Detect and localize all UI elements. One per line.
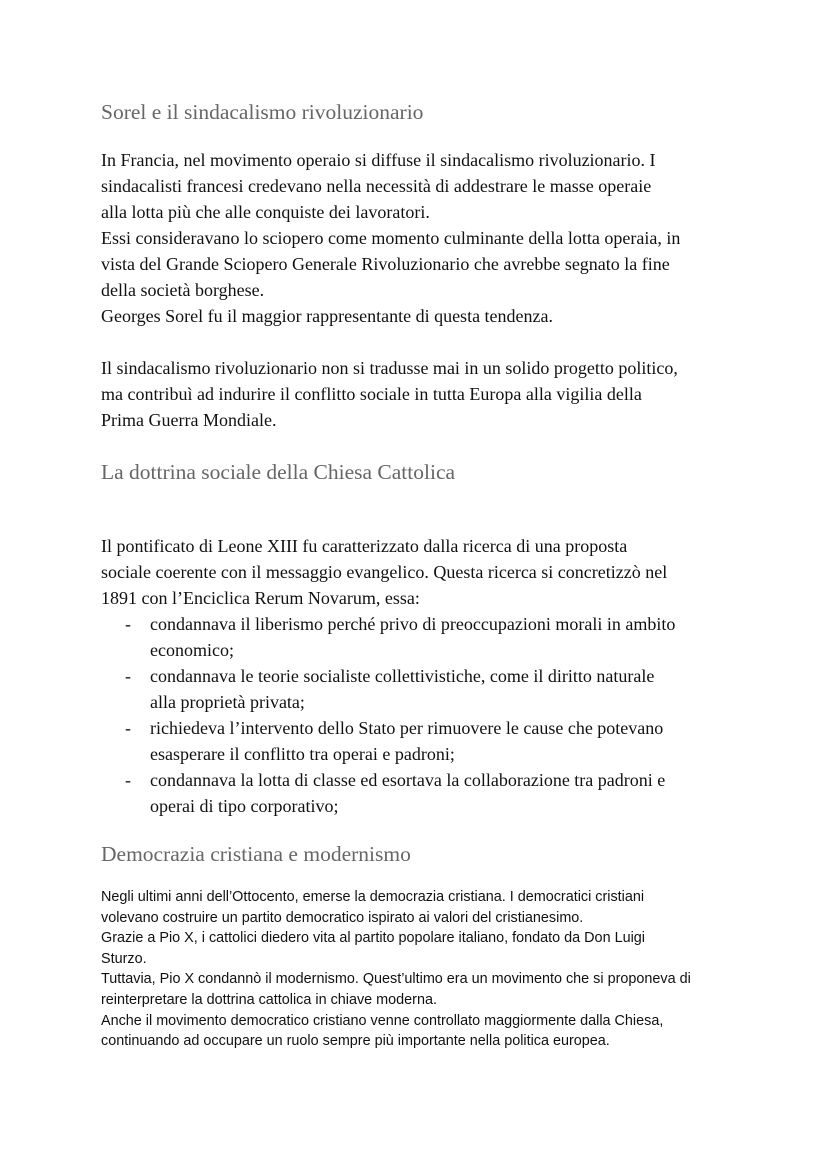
list-item — [101, 767, 738, 819]
bullet-dash: - — [125, 614, 131, 634]
text-line: operai di tipo corporativo; — [150, 796, 339, 816]
rerum-novarum-list — [101, 611, 738, 819]
text-line: continuando ad occupare un ruolo sempre più importante nella politica europea. — [101, 1033, 610, 1050]
paragraph-democrazia-cristiana — [101, 887, 738, 1052]
paragraph-conclusione-sindacalismo — [101, 355, 738, 433]
bullet-dash: - — [125, 666, 131, 686]
bullet-dash: - — [125, 770, 131, 790]
text-line: condannava il liberismo perché privo di preoccupazioni morali in ambito — [150, 614, 676, 634]
text-line: sociale coerente con il messaggio evangelico. Questa ricerca si concretizzò nel — [101, 562, 668, 582]
text-line: richiedeva l’intervento dello Stato per rimuovere le cause che potevano — [150, 718, 664, 738]
text-line: condannava le teorie socialiste collettivistiche, come il diritto naturale — [150, 666, 655, 686]
text-line: Sturzo. — [101, 950, 147, 967]
section-heading-dottrina-sociale: La dottrina sociale della Chiesa Cattolica — [101, 460, 456, 484]
text-line: sindacalisti francesi credevano nella necessità di addestrare le masse operaie — [101, 176, 652, 196]
bullet-dash: - — [125, 718, 131, 738]
text-line: esasperare il conflitto tra operai e padroni; — [150, 744, 455, 764]
text-line: della società borghese. — [101, 280, 265, 300]
text-line: alla lotta più che alle conquiste dei lavoratori. — [101, 202, 430, 222]
text-line: volevano costruire un partito democratico ispirato ai valori del cristianesimo. — [101, 909, 584, 926]
text-line: reinterpretare la dottrina cattolica in chiave moderna. — [101, 991, 437, 1008]
text-line: Prima Guerra Mondiale. — [101, 410, 277, 430]
text-line: In Francia, nel movimento operaio si diffuse il sindacalismo rivoluzionario. I — [101, 150, 656, 170]
text-line: alla proprietà privata; — [150, 692, 305, 712]
text-line: Tuttavia, Pio X condannò il modernismo. Quest’ultimo era un movimento che si proponeva di — [101, 971, 691, 988]
list-item — [101, 715, 738, 767]
list-item — [101, 611, 738, 663]
text-line: Il pontificato di Leone XIII fu caratterizzato dalla ricerca di una proposta — [101, 536, 628, 556]
text-line: ma contribuì ad indurire il conflitto sociale in tutta Europa alla vigilia della — [101, 384, 642, 404]
text-line: Georges Sorel fu il maggior rappresentante di questa tendenza. — [101, 306, 554, 326]
text-line: vista del Grande Sciopero Generale Rivoluzionario che avrebbe segnato la fine — [101, 254, 670, 274]
section-heading-sorel: Sorel e il sindacalismo rivoluzionario — [101, 100, 424, 124]
text-line: Grazie a Pio X, i cattolici diedero vita al partito popolare italiano, fondato da Don Luigi — [101, 930, 645, 947]
text-line: Il sindacalismo rivoluzionario non si tradusse mai in un solido progetto politico, — [101, 358, 678, 378]
text-line: condannava la lotta di classe ed esortava la collaborazione tra padroni e — [150, 770, 666, 790]
list-item — [101, 663, 738, 715]
text-line: economico; — [150, 640, 234, 660]
text-line: Negli ultimi anni dell’Ottocento, emerse la democrazia cristiana. I democratici cristiani — [101, 889, 645, 905]
text-line: Essi consideravano lo sciopero come momento culminante della lotta operaia, in — [101, 228, 681, 248]
text-line: 1891 con l’Enciclica Rerum Novarum, essa: — [101, 588, 420, 608]
section-heading-democrazia-cristiana: Democrazia cristiana e modernismo — [101, 842, 411, 866]
paragraph-leone-xiii — [101, 533, 738, 611]
text-line: Anche il movimento democratico cristiano venne controllato maggiormente dalla Chiesa, — [101, 1012, 664, 1029]
paragraph-sindacalismo — [101, 147, 738, 329]
